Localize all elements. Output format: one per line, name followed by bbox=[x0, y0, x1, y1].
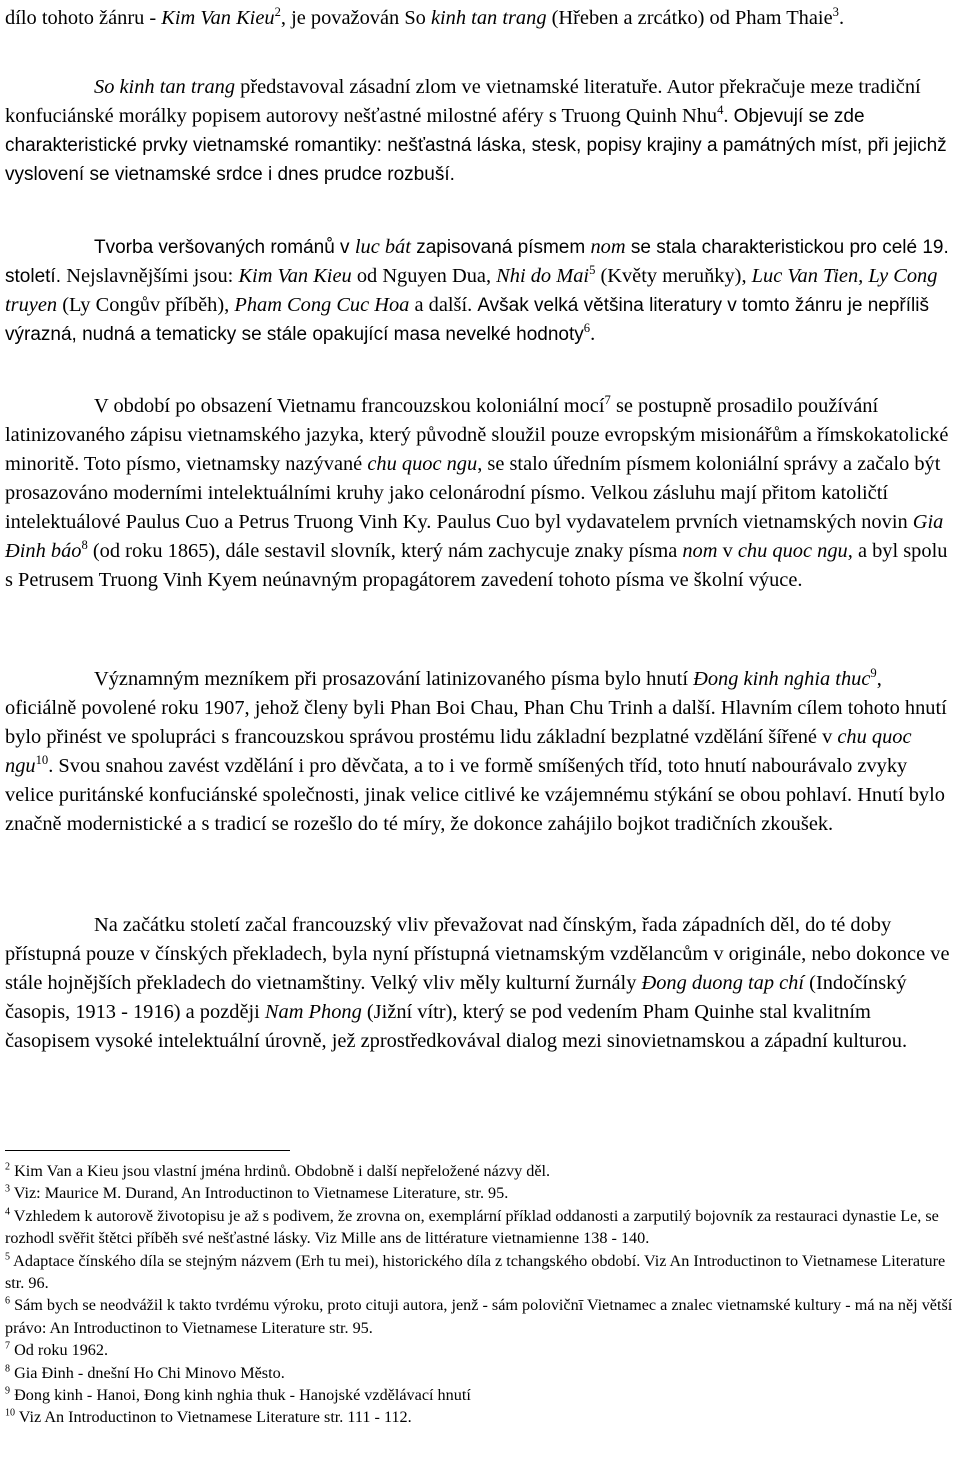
footnote bbox=[5, 1362, 955, 1384]
italic-title: Đong duong tap chí bbox=[641, 972, 805, 994]
paragraph-3 bbox=[5, 233, 957, 349]
footnote-text: Viz: Maurice M. Durand, An Introductinon to Vietnamese Literature, str. 95. bbox=[10, 1184, 509, 1203]
text: (Indočínský časopis, 1913 - 1916) a později bbox=[5, 972, 907, 1023]
text: , oficiálně povolené roku 1907, jehož členy byli Phan Boi Chau, Phan Chu Trinh a další. Hlavním cílem tohoto hnutí bylo přinést ve spolupráci s francouzskou správou prostému lidu základní bezplatné vzdělání šířené v bbox=[5, 668, 947, 748]
footnote-ref: 4 bbox=[717, 103, 724, 118]
footnote-number: 3 bbox=[5, 1184, 11, 1196]
italic-title: Nam Phong bbox=[264, 1001, 362, 1023]
italic-title: chu quoc ngu bbox=[367, 453, 478, 475]
footnote bbox=[5, 1182, 955, 1204]
footnote-number: 2 bbox=[5, 1161, 11, 1173]
italic-title: Pham Cong Cuc Hoa bbox=[234, 294, 410, 316]
footnote-text: Viz An Introductinon to Vietnamese Literature str. 111 - 112. bbox=[15, 1408, 412, 1427]
italic-title: Luc Van Tien, Ly Cong truyen bbox=[5, 265, 938, 316]
italic-title: Kim Van Kieu bbox=[238, 265, 352, 287]
text: v bbox=[717, 540, 738, 562]
italic-title: So kinh tan trang bbox=[94, 76, 236, 98]
paragraph-6 bbox=[5, 911, 957, 1056]
footnote-ref: 8 bbox=[81, 538, 88, 553]
italic-title: luc bát bbox=[354, 236, 411, 258]
text: Avšak velká většina literatury v tomto žánru je nepříliš výrazná, nudná a tematicky se stále opakující masa nevelké hodnoty bbox=[5, 295, 929, 345]
footnote-text: Od roku 1962. bbox=[10, 1341, 109, 1360]
paragraph-5 bbox=[5, 665, 957, 839]
text: se stala charakteristickou pro celé 19. století. bbox=[5, 237, 949, 287]
text: (Jižní vítr), který se pod vedením Pham Quinhe stal kvalitním časopisem vysoké intelektuální úrovně, jež zprostředkovával dialog mezi sinovietnamskou a západní kulturou. bbox=[5, 1001, 908, 1052]
footnotes bbox=[5, 1160, 955, 1429]
footnote bbox=[5, 1384, 955, 1406]
italic-title: nom bbox=[682, 540, 718, 562]
text: Významným mezníkem při prosazování latinizovaného písma bylo hnutí bbox=[94, 668, 694, 690]
text: Nejslavnějšími jsou: bbox=[66, 265, 239, 287]
footnote-number: 5 bbox=[5, 1251, 11, 1263]
footnote-number: 8 bbox=[5, 1363, 11, 1375]
text: V období po obsazení Vietnamu francouzskou koloniální mocí bbox=[94, 395, 605, 417]
footnote-text: Đong kinh - Hanoi, Đong kinh nghia thuk - Hanojské vzdělávací hnutí bbox=[10, 1386, 471, 1405]
text: zapisovaná písmem bbox=[410, 237, 591, 258]
text: . Svou snahou zavést vzdělání i pro děvčata, a to i ve formě smíšených tříd, toto hnutí nabourávalo zvyky velice puritánské konfuciánské společnosti, jinak velice citlivé ke vzájemnému stýkání se obou pohlaví. Hnutí bylo značně modernistické a s tradicí se rozešlo do té míry, že dokonce zahájilo bojkot tradičních zkoušek. bbox=[5, 755, 945, 835]
footnote-ref: 2 bbox=[274, 5, 281, 20]
text: Objevují se zde charakteristické prvky vietnamské romantiky: nešťastná láska, stesk, popisy krajiny a památných míst, při jejichž vyslovení se vietnamské srdce i dnes prudce rozbuší. bbox=[5, 106, 947, 185]
paragraph-1 bbox=[5, 4, 844, 33]
text: , se stalo úředním písmem koloniální správy a začalo být prosazováno moderními intelektuálními kruhy jako celonárodní písmo. Velkou zásluhu mají přitom katoličtí intelektuálové Paulus Cuo a Petrus Truong Vinh Ky. Paulus Cuo byl vydavatelem prvních vietnamských novin bbox=[5, 453, 941, 533]
footnote-ref: 7 bbox=[604, 393, 611, 408]
footnote-ref: 10 bbox=[35, 753, 49, 768]
text: , je považován So bbox=[280, 7, 431, 29]
text: a byl spolu s Petrusem Truong Vinh Kyem neúnavným propagátorem zavedení tohoto písma ve školní výuce. bbox=[5, 540, 948, 591]
footnote bbox=[5, 1205, 955, 1250]
italic-title: Kim Van Kieu bbox=[161, 7, 275, 29]
footnote-number: 7 bbox=[5, 1340, 11, 1352]
italic-title: Nhi do Mai bbox=[496, 265, 590, 287]
footnote bbox=[5, 1160, 955, 1182]
footnote-number: 10 bbox=[5, 1408, 16, 1420]
footnote-number: 4 bbox=[5, 1206, 11, 1218]
italic-title: nom bbox=[590, 236, 626, 258]
paragraph-4 bbox=[5, 392, 957, 595]
text: . bbox=[590, 323, 596, 345]
text: Na začátku století začal francouzský vliv převažovat nad čínským, řada západních děl, do té doby přístupná pouze v čínských překladech, byla nyní přístupná vietnamským vzdělancům v originále, nebo dokonce ve stále hojnějších překladech do vietnamštiny. Velký vliv měly kulturní žurnály bbox=[5, 914, 950, 994]
text: a další. bbox=[409, 294, 478, 316]
italic-title: Đong kinh nghia thuc bbox=[693, 668, 871, 690]
text: . bbox=[838, 7, 845, 29]
footnote-text: Vzhledem k autorově životopisu je až s podivem, že zrovna on, exemplární příklad oddanosti a zarputilý bojovník za restauraci dynastie Le, se rozhodl svěřit štětci příběh své nešťastné lásky. Viz Mille ans de littérature vietnamienne 138 - 140. bbox=[5, 1206, 939, 1248]
footnote-ref: 5 bbox=[589, 263, 596, 278]
footnote bbox=[5, 1339, 955, 1361]
footnote bbox=[5, 1294, 955, 1339]
footnote-ref: 6 bbox=[583, 321, 591, 336]
text: od Nguyen Dua, bbox=[351, 265, 497, 287]
italic-title: chu quoc ngu, bbox=[737, 540, 853, 562]
italic-title: Gia Đinh báo bbox=[5, 511, 944, 562]
footnote-text: Gia Đinh - dnešní Ho Chi Minovo Město. bbox=[10, 1363, 285, 1382]
text: se postupně prosadilo používání latinizovaného zápisu vietnamského jazyka, který původně sloužil pouze evropským misionářům a římskokatolické minoritě. Toto písmo, vietnamsky nazývané bbox=[5, 395, 949, 475]
italic-title: kinh tan trang bbox=[430, 7, 547, 29]
text: (od roku 1865), dále sestavil slovník, který nám zachycuje znaky písma bbox=[87, 540, 683, 562]
text: Tvorba veršovaných románů v bbox=[94, 237, 355, 258]
italic-title: chu quoc ngu bbox=[5, 726, 912, 777]
footnote-ref: 9 bbox=[870, 666, 877, 681]
text: (Ly Congův příběh), bbox=[57, 294, 235, 316]
footnote-text: Kim Van a Kieu jsou vlastní jména hrdinů. Obdobně i další nepřeložené názvy děl. bbox=[10, 1162, 551, 1180]
text: představoval zásadní zlom ve vietnamské literatuře. Autor překračuje meze tradiční konfuciánské morálky popisem autorovy nešťastné milostné aféry s Truong Quinh Nhu bbox=[5, 76, 921, 127]
footnote bbox=[5, 1250, 955, 1295]
footnote bbox=[5, 1406, 955, 1428]
footnote-number: 9 bbox=[5, 1385, 11, 1397]
footnote-number: 6 bbox=[5, 1296, 11, 1308]
text: (Květy meruňky), bbox=[595, 265, 752, 287]
text: (Hřeben a zrcátko) od Pham Thaie bbox=[546, 7, 833, 29]
footnote-text: Sám bych se neodvážil k takto tvrdému výroku, proto cituji autora, jenž - sám polovičnī Vietnamec a znalec vietnamské kultury - má na něj větší právo: An Introductinon to Vietnamese Literature str. 95. bbox=[5, 1296, 953, 1337]
text: dílo tohoto žánru - bbox=[5, 7, 162, 29]
footnote-ref: 3 bbox=[832, 5, 839, 20]
paragraph-2 bbox=[5, 73, 957, 189]
footnote-text: Adaptace čínského díla se stejným názvem (Erh tu mei), historického díla z tchangského období. Viz An Introductinon to Vietnamese Literature str. 96. bbox=[5, 1251, 946, 1293]
footnote-separator bbox=[5, 1150, 290, 1151]
text: . bbox=[723, 105, 734, 127]
